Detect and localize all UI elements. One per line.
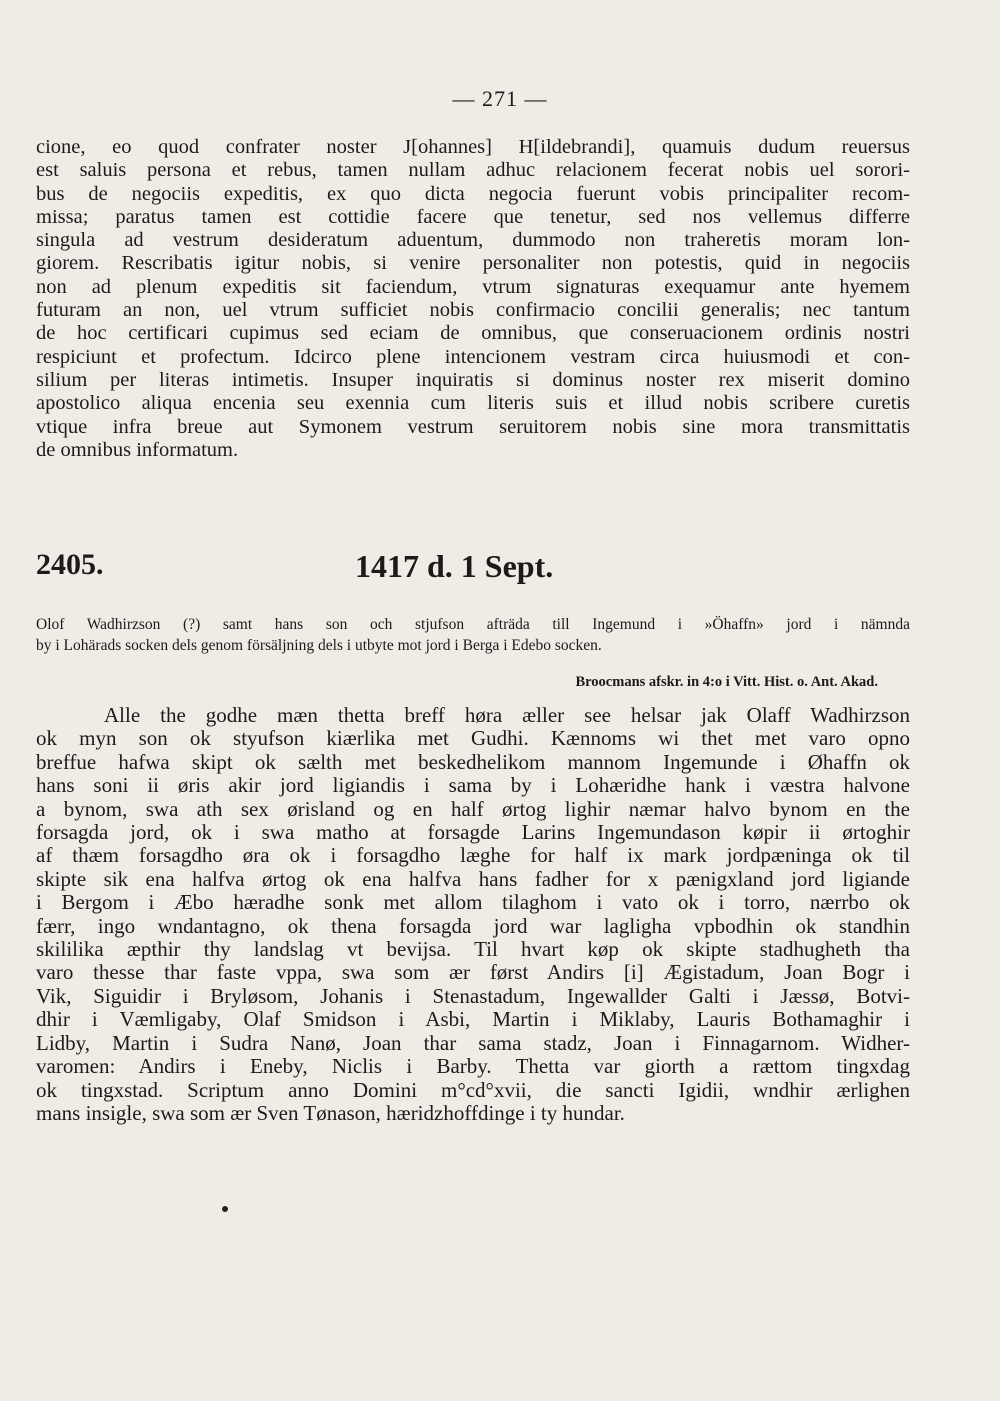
text-line: af thæm forsagdho øra ok i forsagdho læghe for half ix mark jordpæninga ok til <box>36 843 910 868</box>
text-line: ok myn son ok styufson kiærlika met Gudhi. Kænnoms wi thet met varo opno <box>36 726 910 751</box>
document-summary <box>36 614 910 656</box>
page-number: — 271 — <box>452 86 548 111</box>
summary-line: Olof Wadhirzson (?) samt hans son och stjufson afträda till Ingemund i »Öhaffn» jord i nämnda <box>36 616 910 633</box>
text-line: respiciunt et profectum. Idcirco plene intencionem vestram circa huiusmodi et con- <box>36 345 910 368</box>
document-number: 2405. <box>36 548 104 581</box>
text-line: færr, ingo wndantagno, ok thena forsagda jord war laglighа vpbodhin ok standhin <box>36 913 910 938</box>
text-line: dhir i Væmligaby, Olaf Smidson i Asbi, Martin i Miklaby, Lauris Bothamaghir i <box>36 1007 910 1032</box>
text-line: varomen: Andirs i Eneby, Niclis i Barby. Thetta var giorth a rættom tingxdag <box>36 1054 910 1079</box>
document-date: 1417 d. 1 Sept. <box>355 548 554 584</box>
source-citation: Broocmans afskr. in 4:o i Vitt. Hist. o. Ant. Akad. <box>575 674 878 690</box>
text-line: forsagda jord, ok i swa matho at forsagde Larins Ingemundason køpir ii ørtoghir <box>36 820 910 845</box>
text-line: silium per literas intimetis. Insuper inquiratis si dominus noster rex miserit domino <box>36 368 910 391</box>
text-line: de omnibus informatum. <box>36 438 239 461</box>
text-line: hans soni ii øris akir jord ligiandis i sama by i Lohæridhe hank i væstra halvone <box>36 773 910 798</box>
text-line: varo thesse thar faste vppa, swa som ær først Andirs [i] Ægistadum, Joan Bogr i <box>36 960 910 985</box>
text-line: mans insigle, swa som ær Sven Tønason, hæridzhoffdinge i ty hundar. <box>36 1100 625 1125</box>
previous-document-text <box>36 136 910 462</box>
text-line: breffue hafwa skipt ok sælth met beskedhelikom mannom Ingemunde i Øhaffn ok <box>36 749 910 774</box>
text-line: missa; paratus tamen est cottidie facere que tenetur, sed nos vellemus differre <box>36 205 910 228</box>
summary-line: by i Lohärads socken dels genom försäljning dels i utbyte mot jord i Berga i Edebo socken. <box>36 637 602 654</box>
ink-speck <box>222 1206 228 1212</box>
text-line: a bynom, swa ath sex ørisland og en half ørtog lighir næmar halvo bynom en the <box>36 796 910 821</box>
text-line: cione, eo quod confrater noster J[ohannes] H[ildebrandi], quamuis dudum reuersus <box>36 136 910 158</box>
text-line: de hoc certificari cupimus sed eciam de omnibus, que conseruacionem ordinis nostri <box>36 322 910 345</box>
text-line: ok tingxstad. Scriptum anno Domini m°cd°xvii, die sancti Igidii, wndhir ærlighen <box>36 1077 910 1102</box>
text-line: Alle the godhe mæn thetta breff høra æller see helsar jak Olaff Wadhirzson <box>104 703 910 727</box>
text-line: Lidby, Martin i Sudra Nanø, Joan thar sama stadz, Joan i Finnagarnom. Widher- <box>36 1030 910 1055</box>
text-line: giorem. Rescribatis igitur nobis, si venire personaliter non potestis, quid in negociis <box>36 252 910 275</box>
text-line: non ad plenum expeditis sit faciendum, vtrum signaturas exequamur ante hyemem <box>36 275 910 298</box>
text-line: est saluis persona et rebus, tamen nullam adhuc relacionem fecerat nobis uel sorori- <box>36 159 910 182</box>
text-line: i Bergom i Æbo hæradhe sonk met allom tilaghom i vato ok i torro, nærrbo ok <box>36 890 910 915</box>
text-line: apostolico aliqua encenia seu exennia cum literis suis et illud nobis scribere curetis <box>36 392 910 415</box>
text-line: skipte sik ena halfva ørtog ok ena halfva hans fadher for x pænigxland jord ligiande <box>36 866 910 891</box>
text-line: bus de negociis expeditis, ex quo dicta negocia fuerunt vobis principaliter recom- <box>36 182 910 205</box>
text-line: futuram an non, uel vtrum sufficiet nobis confirmacio concilii generalis; nec tantum <box>36 299 910 322</box>
text-line: vtique infra breue aut Symonem vestrum seruitorem nobis sine mora transmittatis <box>36 415 910 438</box>
charter-text <box>36 704 910 1125</box>
text-line: Vik, Siguidir i Bryløsom, Johanis i Stenastadum, Ingewallder Galti i Jæssø, Botvi- <box>36 983 910 1008</box>
text-line: skililika æpthir thy landslag vt bevijsa. Til hvart køp ok skipte stadhugheth tha <box>36 937 910 962</box>
text-line: singula ad vestrum desideratum aduentum, dummodo non traheretis moram lon- <box>36 229 910 252</box>
